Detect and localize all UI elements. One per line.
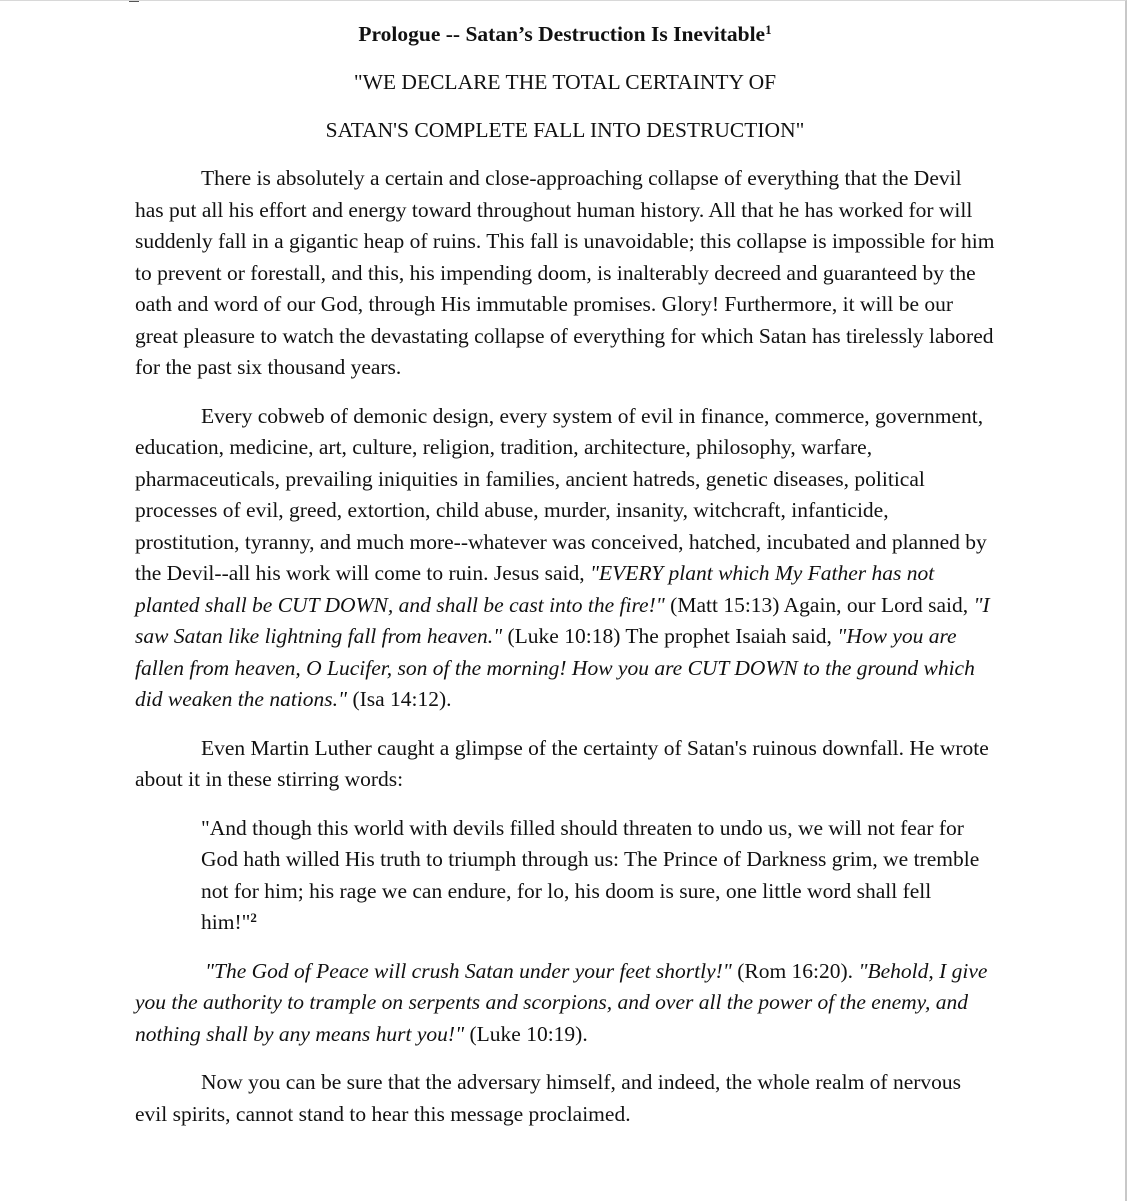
paragraph-2-text-2: (Matt 15:13) Again, our Lord said,	[664, 592, 974, 617]
page-title	[135, 19, 995, 50]
paragraph-3: Even Martin Luther caught a glimpse of the certainty of Satan's ruinous downfall. He wrote about it in these stirring words:	[135, 735, 989, 791]
paragraph-2-text-4: (Isa 14:12).	[347, 687, 452, 711]
document-body	[135, 19, 995, 1147]
paragraph-2	[135, 401, 995, 716]
scripture-quote-romans: "The God of Peace will crush Satan under your feet shortly!"	[205, 958, 732, 983]
paragraph-1: There is absolutely a certain and close-approaching collapse of everything that the Devil has put all his effort and energy toward throughout human history. All that he has worked for will suddenly fall in a gigantic heap of ruins. This fall is unavoidable; this collapse is impossible for him to prevent or forestall, and this, his impending doom, is inalterably decreed and guaranteed by the oath and word of our God, through His immutable promises. Glory! Furthermore, it will be our great pleasure to watch the devastating collapse of everything for which Satan has tirelessly labored for the past six thousand years.	[135, 166, 995, 379]
luther-block-quote	[201, 813, 991, 939]
paragraph-2-text-1: Every cobweb of demonic design, every system of evil in finance, commerce, government, education, medicine, art, culture, religion, tradition, architecture, philosophy, warfare, pharmaceuticals, prevailing iniquities in families, ancient hatreds, genetic diseases, political processes of evil, greed, extortion, child abuse, murder, insanity, witchcraft, infanticide, prostitution, tyranny, and much more--whatever was conceived, hatched, incubated and planned by the Devil--all his work will come to ruin. Jesus said,	[135, 403, 987, 585]
footnote-ref-1[interactable]: 1	[765, 22, 772, 37]
paragraph-2-text-3: (Luke 10:18) The prophet Isaiah said,	[502, 624, 838, 648]
luther-quote-text: "And though this world with devils filled should threaten to undo us, we will not fear for God hath willed His truth to triumph through us: The Prince of Darkness grim, we tremble not for him; his rage we can endure, for lo, his doom is sure, one little word shall fell him!"	[201, 815, 980, 934]
page-title-text: Prologue -- Satan’s Destruction Is Inevitable	[358, 22, 766, 46]
scripture-quote-luke-10-19: "Behold, I give you the authority to trample on serpents and scorpions, and over all the power of the enemy, and nothing shall by any means hurt you!"	[135, 958, 988, 1046]
paragraph-5: Now you can be sure that the adversary himself, and indeed, the whole realm of nervous evil spirits, cannot stand to hear this message proclaimed.	[135, 1070, 962, 1126]
scripture-quote-matt: "EVERY plant which My Father has not planted shall be CUT DOWN, and shall be cast into the fire!"	[135, 561, 935, 617]
paragraph-4-text-2: (Luke 10:19).	[464, 1021, 588, 1046]
page-corner-mark	[129, 1, 139, 2]
scripture-quote-isaiah: "How you are fallen from heaven, O Lucifer, son of the morning! How you are CUT DOWN to the ground which did weaken the nations."	[135, 624, 975, 711]
scripture-quote-luke-10-18: "I saw Satan like lightning fall from heaven."	[135, 592, 990, 648]
paragraph-4-text-1: (Rom 16:20).	[731, 958, 859, 983]
declaration-heading-line-2: SATAN'S COMPLETE FALL INTO DESTRUCTION"	[325, 118, 805, 142]
declaration-heading-line-1: "WE DECLARE THE TOTAL CERTAINTY OF	[353, 70, 777, 94]
footnote-ref-2[interactable]: 2	[250, 910, 257, 925]
paragraph-4	[135, 956, 995, 1051]
